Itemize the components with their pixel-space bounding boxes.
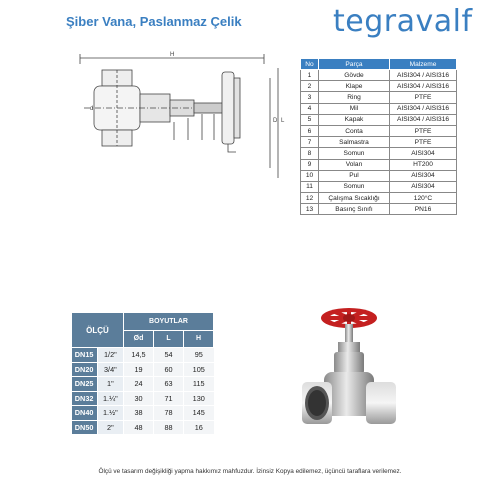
dimensions-cell-val: 78 — [154, 406, 184, 421]
dimension-label-d: D — [273, 118, 278, 124]
size-header: ÖLÇÜ — [72, 313, 124, 348]
dimensions-cell-inch: 1/2" — [97, 348, 123, 363]
footer-notice: Ölçü ve tasarım değişikliği yapma hakkımız mahfuzdur. İzinsiz Kopya edilemez, üçüncü taraflara verilemez. — [98, 468, 402, 475]
dimensions-cell-val: 63 — [154, 377, 184, 392]
parts-cell-no: 1 — [301, 70, 319, 81]
parts-cell-no: 13 — [301, 204, 319, 215]
dimensions-cell-val: 54 — [154, 348, 184, 363]
parts-cell-mat: PN16 — [390, 204, 457, 215]
parts-cell-mat: AISI304 / AISI316 — [390, 70, 457, 81]
parts-header-2: Malzeme — [390, 59, 457, 70]
parts-cell-mat: AISI304 — [390, 170, 457, 181]
dimensions-row — [72, 377, 214, 392]
parts-cell-mat: AISI304 — [390, 148, 457, 159]
parts-row — [301, 81, 457, 92]
dimensions-cell-val: 24 — [124, 377, 154, 392]
parts-cell-part: Gövde — [319, 70, 390, 81]
dimensions-cell-dn: DN15 — [72, 348, 98, 363]
parts-cell-part: Kapak — [319, 114, 390, 125]
parts-row — [301, 70, 457, 81]
parts-cell-mat: PTFE — [390, 92, 457, 103]
parts-row — [301, 125, 457, 136]
dimension-subheader-0: Ød — [124, 330, 154, 348]
parts-cell-mat: 120°C — [390, 193, 457, 204]
parts-row — [301, 137, 457, 148]
parts-cell-no: 9 — [301, 159, 319, 170]
parts-row — [301, 103, 457, 114]
dimension-subheader-2: H — [184, 330, 214, 348]
parts-cell-part: Mil — [319, 103, 390, 114]
dimensions-cell-val: 14,5 — [124, 348, 154, 363]
parts-cell-part: Volan — [319, 159, 390, 170]
dimensions-cell-inch: 3/4" — [97, 362, 123, 377]
parts-cell-part: Pul — [319, 170, 390, 181]
dimensions-row — [72, 406, 214, 421]
dimensions-row — [72, 348, 214, 363]
dimensions-cell-val: 30 — [124, 391, 154, 406]
dimensions-cell-val: 115 — [184, 377, 214, 392]
parts-cell-mat: PTFE — [390, 125, 457, 136]
parts-cell-no: 7 — [301, 137, 319, 148]
valve-technical-drawing — [64, 48, 286, 188]
dimensions-cell-dn: DN25 — [72, 377, 98, 392]
dimensions-cell-inch: 2" — [97, 420, 123, 435]
dimensions-row — [72, 420, 214, 435]
parts-cell-part: Ring — [319, 92, 390, 103]
parts-row — [301, 170, 457, 181]
dimensions-table — [71, 312, 214, 435]
page-title: Şiber Vana, Paslanmaz Çelik — [66, 14, 242, 29]
brand-logo: tegravalf — [333, 4, 473, 39]
parts-cell-mat: AISI304 / AISI316 — [390, 81, 457, 92]
parts-cell-no: 2 — [301, 81, 319, 92]
dimensions-cell-dn: DN20 — [72, 362, 98, 377]
parts-table — [300, 58, 457, 215]
dimension-subheader-1: L — [154, 330, 184, 348]
dimensions-cell-dn: DN40 — [72, 406, 98, 421]
parts-cell-mat: AISI304 / AISI316 — [390, 103, 457, 114]
dimensions-cell-val: 48 — [124, 420, 154, 435]
parts-cell-no: 11 — [301, 181, 319, 192]
parts-header-0: No — [301, 59, 319, 70]
parts-cell-mat: HT200 — [390, 159, 457, 170]
parts-cell-no: 8 — [301, 148, 319, 159]
parts-cell-no: 10 — [301, 170, 319, 181]
dimension-label-side: d — [90, 106, 94, 112]
dimensions-row — [72, 362, 214, 377]
parts-cell-part: Somun — [319, 148, 390, 159]
dimensions-cell-val: 60 — [154, 362, 184, 377]
dimensions-cell-val: 88 — [154, 420, 184, 435]
parts-cell-mat: PTFE — [390, 137, 457, 148]
parts-row — [301, 148, 457, 159]
dimensions-cell-val: 38 — [124, 406, 154, 421]
dimensions-cell-val: 130 — [184, 391, 214, 406]
parts-row — [301, 92, 457, 103]
dimensions-cell-val: 105 — [184, 362, 214, 377]
parts-row — [301, 159, 457, 170]
parts-cell-no: 3 — [301, 92, 319, 103]
parts-row — [301, 114, 457, 125]
dimension-label-h: H — [170, 52, 175, 58]
dimensions-cell-inch: 1" — [97, 377, 123, 392]
dimensions-group-header: BOYUTLAR — [124, 313, 214, 331]
parts-cell-part: Çalışma Sıcaklığı — [319, 193, 390, 204]
dimensions-cell-val: 16 — [184, 420, 214, 435]
dimensions-cell-val: 145 — [184, 406, 214, 421]
valve-product-photo — [294, 298, 404, 448]
parts-header-1: Parça — [319, 59, 390, 70]
parts-row — [301, 193, 457, 204]
parts-cell-part: Basınç Sınıfı — [319, 204, 390, 215]
dimensions-cell-val: 71 — [154, 391, 184, 406]
parts-cell-part: Klape — [319, 81, 390, 92]
dimensions-cell-dn: DN32 — [72, 391, 98, 406]
dimension-label-l: L — [281, 118, 285, 124]
parts-cell-no: 5 — [301, 114, 319, 125]
parts-cell-part: Conta — [319, 125, 390, 136]
parts-cell-part: Salmastra — [319, 137, 390, 148]
parts-cell-part: Somun — [319, 181, 390, 192]
dimensions-cell-val: 95 — [184, 348, 214, 363]
parts-cell-mat: AISI304 — [390, 181, 457, 192]
dimensions-cell-val: 19 — [124, 362, 154, 377]
parts-cell-mat: AISI304 / AISI316 — [390, 114, 457, 125]
dimensions-cell-inch: 1.½" — [97, 406, 123, 421]
parts-cell-no: 12 — [301, 193, 319, 204]
parts-cell-no: 6 — [301, 125, 319, 136]
dimensions-cell-dn: DN50 — [72, 420, 98, 435]
parts-cell-no: 4 — [301, 103, 319, 114]
dimensions-cell-inch: 1.¼" — [97, 391, 123, 406]
dimensions-row — [72, 391, 214, 406]
parts-row — [301, 181, 457, 192]
parts-row — [301, 204, 457, 215]
